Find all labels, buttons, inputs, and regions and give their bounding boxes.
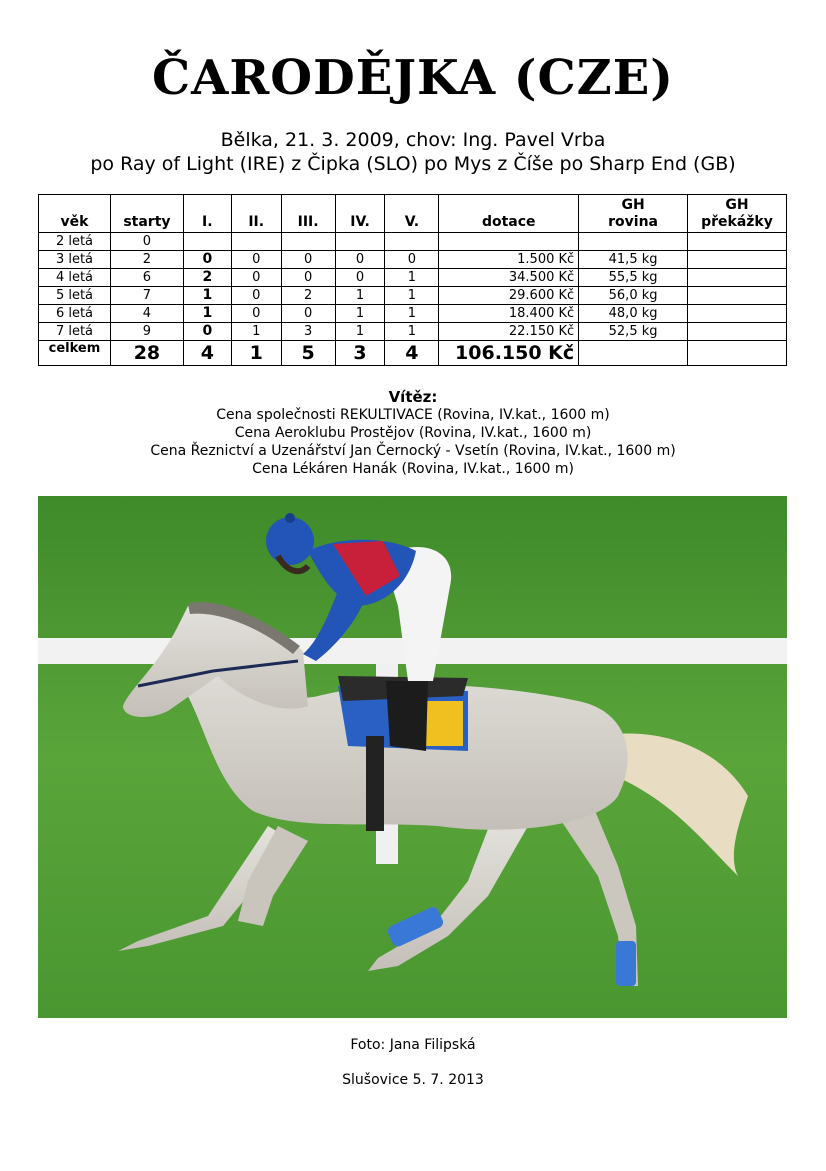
cell-earnings: 34.500 Kč — [439, 269, 579, 287]
header-second: II. — [231, 195, 281, 233]
header-first: I. — [183, 195, 231, 233]
total-fourth: 3 — [335, 341, 385, 366]
total-second: 1 — [231, 341, 281, 366]
cell-gh-flat: 41,5 kg — [579, 251, 688, 269]
cell-first: 1 — [183, 305, 231, 323]
cell-fifth: 1 — [385, 323, 439, 341]
cell-age: 7 letá — [39, 323, 111, 341]
cell-fourth: 0 — [335, 269, 385, 287]
horse-name-title: ČARODĚJKA (CZE) — [151, 50, 675, 106]
cell-age: 6 letá — [39, 305, 111, 323]
cell-fourth: 1 — [335, 305, 385, 323]
cell-age: 2 letá — [39, 233, 111, 251]
header-gh-flat: GH rovina — [579, 195, 688, 233]
header-third: III. — [281, 195, 335, 233]
cell-second: 0 — [231, 269, 281, 287]
cell-starts: 0 — [110, 233, 183, 251]
career-stats-table — [38, 194, 787, 366]
total-gh-jump — [687, 341, 786, 366]
cell-first: 0 — [183, 323, 231, 341]
cell-gh-flat: 52,5 kg — [579, 323, 688, 341]
cell-fifth: 1 — [385, 287, 439, 305]
jockey-boot — [386, 681, 428, 751]
table-row — [39, 269, 787, 287]
winner-race-item: Cena Řeznictví a Uzenářství Jan Černocký - Vsetín (Rovina, IV.kat., 1600 m) — [150, 443, 676, 459]
table-row — [39, 305, 787, 323]
cell-gh-jump — [687, 323, 786, 341]
cell-second — [231, 233, 281, 251]
header-fourth: IV. — [335, 195, 385, 233]
horse-photo — [38, 496, 787, 1018]
cell-fifth: 0 — [385, 251, 439, 269]
cell-first: 1 — [183, 287, 231, 305]
cell-gh-flat — [579, 233, 688, 251]
header-earnings: dotace — [439, 195, 579, 233]
cell-age: 5 letá — [39, 287, 111, 305]
total-label: celkem — [39, 341, 111, 366]
winners-heading: Vítěz: — [388, 388, 438, 406]
cell-second: 0 — [231, 305, 281, 323]
birth-breeder-line: Bělka, 21. 3. 2009, chov: Ing. Pavel Vrba — [220, 129, 606, 151]
cell-gh-flat: 55,5 kg — [579, 269, 688, 287]
cell-fourth — [335, 233, 385, 251]
cell-third — [281, 233, 335, 251]
pedigree-line: po Ray of Light (IRE) z Čipka (SLO) po Mys z Číše po Sharp End (GB) — [90, 153, 736, 175]
cell-third: 3 — [281, 323, 335, 341]
cell-gh-flat: 48,0 kg — [579, 305, 688, 323]
cell-second: 0 — [231, 251, 281, 269]
table-row — [39, 287, 787, 305]
table-row — [39, 251, 787, 269]
cell-earnings: 18.400 Kč — [439, 305, 579, 323]
cell-earnings: 29.600 Kč — [439, 287, 579, 305]
winner-race-item: Cena Lékáren Hanák (Rovina, IV.kat., 1600 m) — [252, 461, 574, 477]
header-fifth: V. — [385, 195, 439, 233]
jockey-helmet — [266, 517, 314, 565]
cell-fifth — [385, 233, 439, 251]
cell-first — [183, 233, 231, 251]
header-gh-jump: GH překážky — [687, 195, 786, 233]
total-fifth: 4 — [385, 341, 439, 366]
cell-second: 1 — [231, 323, 281, 341]
winners-section — [0, 388, 826, 478]
girth — [366, 736, 384, 831]
header-age: věk — [39, 195, 111, 233]
header-starts: starty — [110, 195, 183, 233]
cell-gh-flat: 56,0 kg — [579, 287, 688, 305]
cell-third: 0 — [281, 305, 335, 323]
table-total-row — [39, 341, 787, 366]
cell-earnings: 1.500 Kč — [439, 251, 579, 269]
cell-earnings — [439, 233, 579, 251]
cell-fifth: 1 — [385, 269, 439, 287]
table-header-row — [39, 195, 787, 233]
cell-age: 4 letá — [39, 269, 111, 287]
leg-bandage-blue — [616, 941, 636, 986]
cell-gh-jump — [687, 305, 786, 323]
cell-fourth: 1 — [335, 287, 385, 305]
cell-second: 0 — [231, 287, 281, 305]
helmet-button — [285, 513, 295, 523]
cell-starts: 4 — [110, 305, 183, 323]
horse-photo-illustration — [38, 496, 787, 1018]
total-gh-flat — [579, 341, 688, 366]
photo-credit: Foto: Jana Filipská — [350, 1037, 476, 1053]
cell-first: 0 — [183, 251, 231, 269]
cell-age: 3 letá — [39, 251, 111, 269]
cell-starts: 9 — [110, 323, 183, 341]
cell-third: 0 — [281, 251, 335, 269]
total-first: 4 — [183, 341, 231, 366]
cell-starts: 2 — [110, 251, 183, 269]
cell-gh-jump — [687, 233, 786, 251]
cell-gh-jump — [687, 251, 786, 269]
winner-race-item: Cena Aeroklubu Prostějov (Rovina, IV.kat., 1600 m) — [234, 425, 592, 441]
winner-race-item: Cena společnosti REKULTIVACE (Rovina, IV.kat., 1600 m) — [216, 407, 610, 423]
table-row — [39, 233, 787, 251]
cell-gh-jump — [687, 269, 786, 287]
place-date: Slušovice 5. 7. 2013 — [342, 1072, 484, 1088]
cell-fifth: 1 — [385, 305, 439, 323]
cell-earnings: 22.150 Kč — [439, 323, 579, 341]
cell-fourth: 0 — [335, 251, 385, 269]
cell-gh-jump — [687, 287, 786, 305]
table-row — [39, 323, 787, 341]
total-starts: 28 — [110, 341, 183, 366]
cell-fourth: 1 — [335, 323, 385, 341]
total-third: 5 — [281, 341, 335, 366]
cell-starts: 6 — [110, 269, 183, 287]
cell-first: 2 — [183, 269, 231, 287]
cell-third: 0 — [281, 269, 335, 287]
cell-starts: 7 — [110, 287, 183, 305]
total-earnings: 106.150 Kč — [439, 341, 579, 366]
cell-third: 2 — [281, 287, 335, 305]
